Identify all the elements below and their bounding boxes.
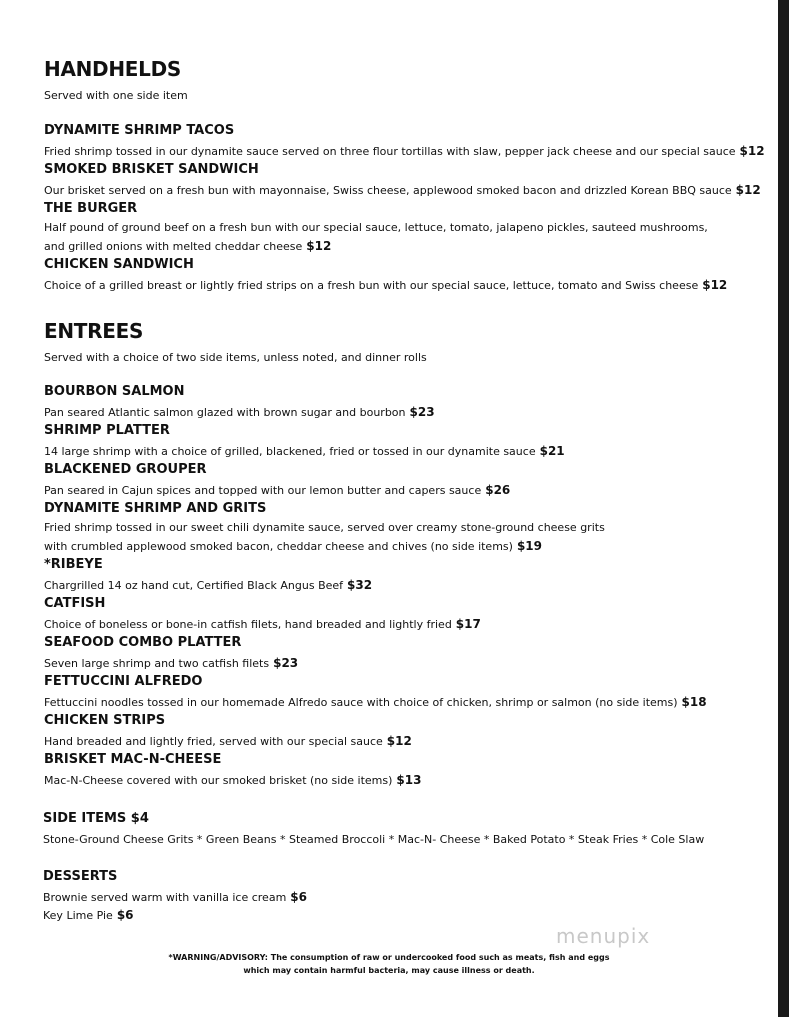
- menu-item-desc: Our brisket served on a fresh bun with mayonnaise, Swiss cheese, applewood smoked bacon and drizzled Korean BBQ sauce $12: [44, 183, 761, 197]
- menu-item-price: $12: [702, 278, 728, 292]
- menu-item-desc: 14 large shrimp with a choice of grilled, blackened, fried or tossed in our dynamite sauce $21: [44, 444, 565, 458]
- entrees-heading: ENTREES: [44, 319, 144, 343]
- menu-item-price: $19: [516, 539, 543, 553]
- dessert-item: Brownie served warm with vanilla ice cream $6: [43, 890, 307, 904]
- menu-item-desc: Pan seared Atlantic salmon glazed with brown sugar and bourbon $23: [44, 405, 435, 419]
- side-items-list: Stone-Ground Cheese Grits * Green Beans * Steamed Broccoli * Mac-N- Cheese * Baked Potato * Steak Fries * Cole Slaw: [43, 833, 705, 846]
- menu-item-name: DYNAMITE SHRIMP AND GRITS: [44, 501, 267, 516]
- menu-item-name: THE BURGER: [44, 201, 138, 216]
- menu-item-price: $12: [735, 183, 761, 197]
- menu-item-name: CHICKEN SANDWICH: [44, 257, 194, 272]
- menu-item-desc: Pan seared in Cajun spices and topped with our lemon butter and capers sauce $26: [44, 483, 511, 497]
- dessert-price: $6: [290, 890, 307, 904]
- side-items-heading: SIDE ITEMS $4: [43, 811, 149, 826]
- menu-item-price: $17: [455, 617, 481, 631]
- menu-item-price: $32: [347, 578, 373, 592]
- menu-item-name: CATFISH: [44, 596, 106, 611]
- menu-item-price: $12: [739, 144, 765, 158]
- dessert-price: $6: [116, 908, 134, 922]
- dessert-item: Key Lime Pie $6: [43, 908, 134, 922]
- menu-item-desc-cont: and grilled onions with melted cheddar cheese $12: [44, 239, 332, 253]
- menu-item-name: SHRIMP PLATTER: [44, 423, 170, 438]
- handhelds-subtitle: Served with one side item: [44, 89, 188, 102]
- menu-item-desc: Mac-N-Cheese covered with our smoked brisket (no side items) $13: [44, 773, 422, 787]
- menu-item-price: $26: [485, 483, 511, 497]
- menu-item-name: *RIBEYE: [44, 557, 103, 572]
- menu-item-price: $13: [396, 773, 422, 787]
- desserts-heading: DESSERTS: [43, 869, 118, 884]
- menu-item-price: $12: [386, 734, 412, 748]
- handhelds-heading: HANDHELDS: [44, 57, 182, 81]
- menu-item-desc-cont: with crumbled applewood smoked bacon, cheddar cheese and chives (no side items) $19: [44, 539, 543, 553]
- menu-item-desc: Fettuccini noodles tossed in our homemade Alfredo sauce with choice of chicken, shrimp or salmon (no side items) $18: [44, 695, 707, 709]
- menu-item-price: $12: [306, 239, 332, 253]
- menu-item-desc: Fried shrimp tossed in our dynamite sauce served on three flour tortillas with slaw, pepper jack cheese and our special sauce $12: [44, 144, 765, 158]
- menu-item-desc: Chargrilled 14 oz hand cut, Certified Black Angus Beef $32: [44, 578, 373, 592]
- menu-item-price: $21: [539, 444, 565, 458]
- menu-item-desc: Fried shrimp tossed in our sweet chili dynamite sauce, served over creamy stone-ground cheese grits: [44, 521, 605, 534]
- menu-item-name: SMOKED BRISKET SANDWICH: [44, 162, 259, 177]
- menu-item-price: $23: [409, 405, 435, 419]
- menu-item-desc: Choice of a grilled breast or lightly fried strips on a fresh bun with our special sauce, lettuce, tomato and Swiss cheese $12: [44, 278, 728, 292]
- menu-item-desc: Choice of boneless or bone-in catfish filets, hand breaded and lightly fried $17: [44, 617, 481, 631]
- menu-item-name: CHICKEN STRIPS: [44, 713, 166, 728]
- menu-item-price: $23: [273, 656, 299, 670]
- warning-line-1: *WARNING/ADVISORY: The consumption of raw or undercooked food such as meats, fish and eggs: [168, 953, 610, 962]
- menu-item-desc: Hand breaded and lightly fried, served with our special sauce $12: [44, 734, 412, 748]
- watermark: menupix: [556, 924, 651, 948]
- menu-item-name: SEAFOOD COMBO PLATTER: [44, 635, 242, 650]
- menu-item-desc: Half pound of ground beef on a fresh bun with our special sauce, lettuce, tomato, jalapeno pickles, sauteed mushrooms,: [44, 221, 708, 234]
- entrees-subtitle: Served with a choice of two side items, unless noted, and dinner rolls: [44, 351, 427, 364]
- warning-line-2: which may contain harmful bacteria, may cause illness or death.: [243, 966, 535, 975]
- menu-item-name: DYNAMITE SHRIMP TACOS: [44, 123, 235, 138]
- menu-item-name: BOURBON SALMON: [44, 384, 185, 399]
- menu-item-name: BRISKET MAC-N-CHEESE: [44, 752, 222, 767]
- menu-item-price: $18: [681, 695, 707, 709]
- menu-item-name: FETTUCCINI ALFREDO: [44, 674, 203, 689]
- menu-item-desc: Seven large shrimp and two catfish filets $23: [44, 656, 299, 670]
- menu-item-name: BLACKENED GROUPER: [44, 462, 207, 477]
